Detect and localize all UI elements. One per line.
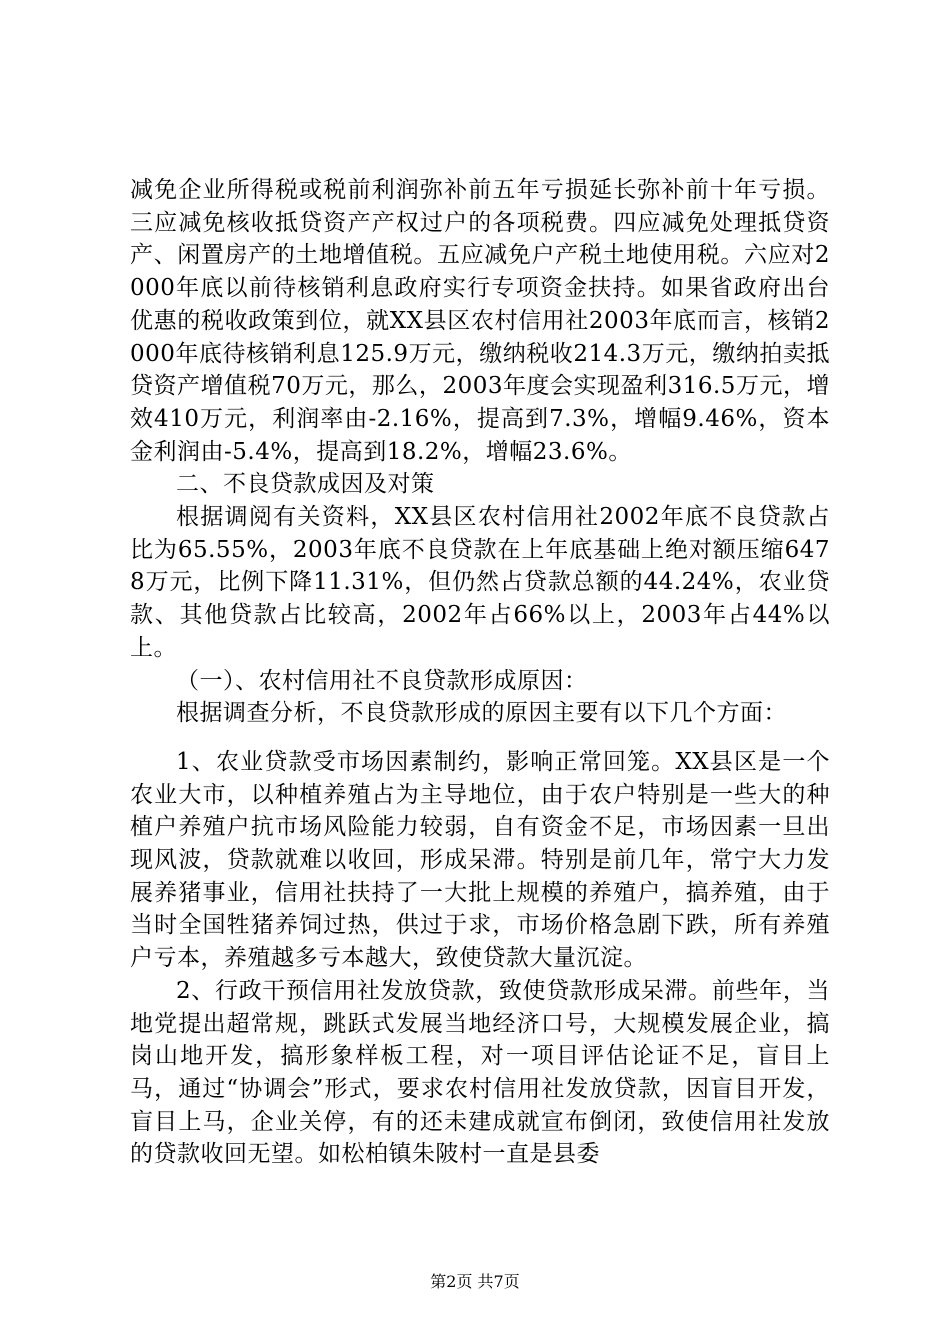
paragraph-bad-loan-ratio: 根据调阅有关资料，XX县区农村信用社2002年底不良贷款占比为65.55%，2003年底不良贷款在上年底基础上绝对额压缩6478万元，比例下降11.31%，但仍然占贷款总额的44.24%，农业贷款、其他贷款占比较高，2002年占66%以上，2003年占44%以上。: [130, 504, 830, 661]
section-heading-bad-loans: 二、不良贷款成因及对策: [176, 471, 435, 498]
paragraph-tax-policy: 减免企业所得税或税前利润弥补前五年亏损延长弥补前十年亏损。三应减免核收抵贷资产产权过户的各项税费。四应减免处理抵贷资产、闲置房产的土地增值税。五应减免户产税土地使用税。六应对2000年底以前待核销利息政府实行专项资金扶持。如果省政府出台优惠的税收政策到位，就XX县区农村信用社2003年底而言，核销2000年底待核销利息125.9万元，缴纳税收214.3万元，缴纳拍卖抵贷资产增值税70万元，那么，2003年度会实现盈利316.5万元，增效410万元，利润率由-2.16%，提高到7.3%，增幅9.46%，资本金利润由-5.4%，提高到18.2%，增幅23.6%。: [130, 177, 830, 465]
paragraph-cause-1: 1、农业贷款受市场因素制约，影响正常回笼。XX县区是一个农业大市，以种植养殖占为主导地位，由于农户特别是一些大的种植户养殖户抗市场风险能力较弱，自有资金不足，市场因素一旦出现风波，贷款就难以收回，形成呆滞。特别是前几年，常宁大力发展养猪事业，信用社扶持了一大批上规模的养殖户，搞养殖，由于当时全国牲猪养饲过热，供过于求，市场价格急剧下跌，所有养殖户亏本，养殖越多亏本越大，致使贷款大量沉淀。: [130, 748, 830, 972]
page-footer: 第2页 共7页: [430, 1272, 520, 1291]
subsection-heading-causes: （一）、农村信用社不良贷款形成原因：: [176, 667, 588, 694]
document-body: [130, 174, 830, 1171]
paragraph-causes-intro: 根据调查分析，不良贷款形成的原因主要有以下几个方面：: [176, 700, 787, 727]
paragraph-cause-2: 2、行政干预信用社发放贷款，致使贷款形成呆滞。前些年，当地党提出超常规，跳跃式发展当地经济口号，大规模发展企业，搞岗山地开发，搞形象样板工程，对一项目评估论证不足，盲目上马，通过“协调会”形式，要求农村信用社发放贷款，因盲目开发，盲目上马，企业关停，有的还未建成就宣布倒闭，致使信用社发放的贷款收回无望。如松柏镇朱陂村一直是县委: [130, 977, 830, 1168]
